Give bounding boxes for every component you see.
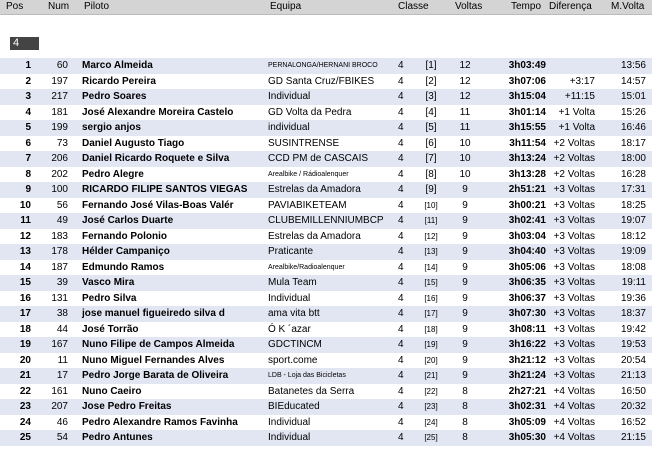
cell-diferenca: +2 Voltas	[553, 137, 595, 149]
table-row	[0, 260, 652, 276]
cell-rank: [23]	[424, 402, 438, 411]
cell-pos: 2	[25, 75, 31, 87]
cell-piloto: Fernando José Vilas-Boas Valér	[82, 199, 234, 211]
cell-diferenca: +1 Volta	[558, 122, 595, 133]
cell-rank: [16]	[424, 293, 438, 303]
cell-pos: 8	[25, 168, 31, 180]
cell-piloto: RICARDO FILIPE SANTOS VIEGAS	[82, 184, 248, 195]
cell-diferenca: +11:15	[564, 91, 595, 102]
cell-equipa: SUSINTRENSE	[268, 137, 340, 149]
cell-equipa: Individual	[268, 91, 311, 102]
cell-tempo: 3h15:04	[508, 91, 546, 102]
header-pos: Pos	[6, 1, 24, 12]
cell-voltas: 9	[462, 323, 468, 335]
cell-piloto: Nuno Miguel Fernandes Alves	[82, 354, 225, 366]
cell-diferenca: +3 Voltas	[553, 292, 595, 304]
cell-pos: 18	[19, 323, 31, 335]
cell-mvolta: 16:28	[620, 168, 646, 180]
cell-tempo: 3h01:14	[508, 106, 546, 118]
cell-equipa: Estrelas da Amadora	[268, 230, 361, 242]
cell-diferenca: +3 Voltas	[553, 323, 595, 335]
cell-num: 11	[57, 354, 68, 366]
cell-classe: 4	[398, 385, 404, 397]
cell-tempo: 3h21:12	[508, 354, 546, 366]
cell-voltas: 9	[462, 370, 468, 381]
cell-classe: 4	[398, 199, 404, 211]
cell-voltas: 9	[462, 230, 468, 242]
cell-voltas: 9	[462, 277, 468, 288]
cell-piloto: Daniel Augusto Tiago	[82, 137, 185, 149]
cell-piloto: José Torrão	[82, 323, 139, 335]
cell-classe: 4	[398, 168, 404, 180]
cell-diferenca: +3 Voltas	[553, 308, 595, 319]
cell-piloto: José Carlos Duarte	[82, 215, 174, 226]
cell-rank: [21]	[424, 371, 438, 380]
cell-classe: 4	[398, 122, 404, 133]
cell-pos: 6	[25, 137, 31, 149]
cell-mvolta: 19:11	[621, 277, 646, 288]
cell-diferenca: +3 Voltas	[553, 370, 595, 381]
cell-piloto: Fernando Polonio	[82, 230, 167, 242]
cell-rank: [24]	[424, 417, 438, 427]
cell-rank: [18]	[424, 324, 438, 334]
cell-tempo: 3h06:35	[508, 277, 546, 288]
cell-rank: [10]	[424, 200, 438, 210]
cell-tempo: 3h21:24	[508, 370, 546, 381]
cell-equipa: Individual	[268, 432, 311, 443]
cell-tempo: 3h03:49	[508, 60, 546, 71]
cell-num: 44	[56, 323, 68, 335]
cell-mvolta: 18:37	[620, 308, 646, 319]
cell-mvolta: 17:31	[620, 184, 646, 195]
cell-voltas: 8	[462, 416, 468, 428]
header-equipa: Equipa	[270, 1, 302, 12]
cell-piloto: Hélder Campaniço	[82, 246, 170, 257]
cell-equipa: CCD PM de CASCAIS	[268, 153, 369, 164]
cell-num: 206	[51, 153, 68, 164]
cell-voltas: 9	[462, 215, 468, 226]
cell-pos: 23	[19, 401, 31, 412]
table-row	[0, 74, 652, 90]
cell-voltas: 8	[462, 401, 468, 412]
cell-pos: 24	[19, 416, 31, 428]
cell-rank: [9]	[425, 184, 437, 195]
cell-mvolta: 20:32	[620, 401, 646, 412]
cell-equipa: Batanetes da Serra	[268, 385, 355, 397]
cell-num: 202	[51, 168, 68, 180]
cell-piloto: Nuno Caeiro	[82, 385, 142, 397]
cell-diferenca: +4 Voltas	[553, 385, 595, 397]
cell-diferenca: +3 Voltas	[553, 277, 595, 288]
cell-equipa: Individual	[268, 416, 311, 428]
class-group-label: 4	[10, 37, 39, 50]
table-row	[0, 430, 652, 446]
cell-equipa: PERNALONGA/HERNANI BROCO	[268, 62, 378, 69]
cell-pos: 21	[19, 370, 31, 381]
cell-classe: 4	[398, 370, 404, 381]
table-row	[0, 353, 652, 369]
cell-voltas: 12	[459, 91, 471, 102]
cell-rank: [12]	[424, 231, 438, 241]
table-row	[0, 213, 652, 229]
cell-diferenca: +3 Voltas	[553, 199, 595, 211]
cell-num: 60	[56, 60, 68, 71]
cell-classe: 4	[398, 308, 404, 319]
cell-tempo: 3h06:37	[508, 292, 546, 304]
cell-rank: [6]	[425, 137, 437, 149]
cell-num: 187	[51, 261, 68, 273]
cell-rank: [25]	[424, 433, 438, 442]
cell-mvolta: 13:56	[620, 60, 646, 71]
cell-tempo: 3h11:54	[509, 137, 546, 149]
cell-tempo: 3h05:30	[508, 432, 546, 443]
cell-rank: [20]	[424, 355, 438, 365]
cell-pos: 4	[25, 106, 31, 118]
cell-piloto: Jose Pedro Freitas	[82, 401, 172, 412]
table-row	[0, 58, 652, 74]
cell-mvolta: 14:57	[620, 75, 646, 87]
cell-rank: [19]	[424, 340, 438, 349]
cell-diferenca: +3 Voltas	[553, 215, 595, 226]
cell-equipa: Arealbike/Radioalenquer	[268, 263, 345, 271]
cell-mvolta: 19:07	[620, 215, 646, 226]
cell-rank: [7]	[425, 153, 437, 164]
cell-classe: 4	[398, 277, 404, 288]
cell-tempo: 3h13:28	[508, 168, 546, 180]
cell-equipa: GD Volta da Pedra	[268, 106, 352, 118]
cell-classe: 4	[398, 106, 404, 118]
cell-voltas: 9	[462, 184, 468, 195]
cell-piloto: Pedro Antunes	[82, 432, 153, 443]
cell-voltas: 9	[462, 354, 468, 366]
cell-classe: 4	[398, 215, 404, 226]
table-header	[0, 0, 652, 15]
cell-rank: [13]	[424, 247, 438, 256]
cell-equipa: LDB - Loja das Bicicletas	[268, 372, 346, 379]
cell-tempo: 3h03:04	[508, 230, 546, 242]
table-row	[0, 306, 652, 322]
table-row	[0, 415, 652, 431]
table-row	[0, 182, 652, 198]
cell-tempo: 3h16:22	[508, 339, 546, 350]
cell-voltas: 11	[459, 106, 471, 118]
cell-classe: 4	[398, 184, 404, 195]
cell-mvolta: 15:26	[620, 106, 646, 118]
cell-rank: [8]	[425, 168, 437, 180]
cell-piloto: Marco Almeida	[82, 60, 153, 71]
cell-classe: 4	[398, 60, 404, 71]
cell-rank: [22]	[424, 386, 438, 396]
cell-voltas: 12	[459, 60, 471, 71]
table-row	[0, 275, 652, 291]
cell-tempo: 3h15:55	[508, 122, 546, 133]
cell-num: 217	[51, 91, 68, 102]
cell-piloto: Ricardo Pereira	[82, 75, 156, 87]
cell-rank: [14]	[424, 262, 438, 272]
cell-pos: 17	[19, 308, 31, 319]
cell-mvolta: 19:36	[620, 292, 646, 304]
cell-piloto: José Alexandre Moreira Castelo	[82, 106, 234, 118]
cell-tempo: 2h51:21	[508, 184, 546, 195]
cell-voltas: 8	[462, 385, 468, 397]
cell-num: 73	[56, 137, 68, 149]
cell-pos: 15	[19, 277, 31, 288]
cell-equipa: Praticante	[268, 246, 314, 257]
cell-mvolta: 16:46	[620, 122, 646, 133]
cell-voltas: 9	[462, 199, 468, 211]
header-num: Num	[48, 1, 70, 12]
cell-equipa: BIEducated	[268, 401, 320, 412]
cell-mvolta: 21:15	[620, 432, 646, 443]
cell-num: 56	[56, 199, 68, 211]
cell-mvolta: 19:09	[620, 246, 646, 257]
cell-voltas: 9	[462, 339, 468, 350]
cell-piloto: Pedro Soares	[82, 91, 147, 102]
cell-tempo: 3h08:11	[509, 323, 546, 335]
cell-classe: 4	[398, 137, 404, 149]
cell-equipa: Estrelas da Amadora	[268, 184, 361, 195]
cell-equipa: CLUBEMILLENNIUMBCP	[268, 215, 384, 226]
table-row	[0, 384, 652, 400]
cell-mvolta: 18:12	[620, 230, 646, 242]
cell-classe: 4	[398, 339, 404, 350]
cell-classe: 4	[398, 230, 404, 242]
cell-piloto: Daniel Ricardo Roquete e Silva	[82, 153, 230, 164]
cell-pos: 9	[25, 184, 31, 195]
cell-voltas: 9	[462, 246, 468, 257]
cell-piloto: Pedro Alegre	[82, 168, 144, 180]
cell-mvolta: 16:52	[620, 416, 646, 428]
header-mvolta: M.Volta	[611, 1, 645, 12]
cell-piloto: Pedro Jorge Barata de Oliveira	[82, 370, 229, 381]
cell-num: 100	[51, 184, 68, 195]
cell-mvolta: 18:25	[620, 199, 646, 211]
cell-equipa: individual	[268, 122, 310, 133]
cell-num: 199	[51, 122, 68, 133]
cell-piloto: Nuno Filipe de Campos Almeida	[82, 339, 235, 350]
cell-diferenca: +3 Voltas	[553, 261, 595, 273]
cell-voltas: 11	[459, 122, 471, 133]
cell-equipa: Individual	[268, 292, 311, 304]
cell-tempo: 3h05:06	[508, 261, 546, 273]
cell-tempo: 3h07:30	[508, 308, 546, 319]
cell-pos: 3	[25, 91, 31, 102]
cell-voltas: 9	[462, 261, 468, 273]
cell-pos: 19	[19, 339, 31, 350]
header-classe: Classe	[398, 1, 429, 12]
cell-diferenca: +3 Voltas	[553, 354, 595, 366]
cell-rank: [4]	[425, 106, 437, 118]
cell-num: 49	[56, 215, 68, 226]
cell-equipa: Arealbike / Rádioalenquer	[268, 170, 349, 178]
cell-rank: [17]	[424, 309, 438, 318]
results-table-body	[0, 58, 652, 446]
cell-diferenca: +3 Voltas	[553, 184, 595, 195]
cell-pos: 25	[19, 432, 31, 443]
table-row	[0, 89, 652, 105]
table-row	[0, 229, 652, 245]
cell-pos: 12	[19, 230, 31, 242]
cell-num: 207	[51, 401, 68, 412]
header-diferenca: Diferença	[549, 1, 592, 12]
cell-pos: 5	[25, 122, 31, 133]
table-row	[0, 120, 652, 136]
cell-num: 183	[51, 230, 68, 242]
cell-pos: 1	[25, 60, 31, 71]
cell-mvolta: 16:50	[620, 385, 646, 397]
cell-tempo: 3h04:40	[508, 246, 546, 257]
cell-voltas: 12	[459, 75, 471, 87]
cell-tempo: 3h05:09	[508, 416, 546, 428]
cell-mvolta: 15:01	[620, 91, 646, 102]
cell-tempo: 3h07:06	[508, 75, 546, 87]
cell-equipa: sport.come	[268, 354, 318, 366]
cell-mvolta: 18:08	[620, 261, 646, 273]
cell-diferenca: +2 Voltas	[553, 168, 595, 180]
cell-pos: 14	[19, 261, 31, 273]
table-row	[0, 368, 652, 384]
cell-classe: 4	[398, 416, 404, 428]
cell-pos: 11	[20, 215, 31, 226]
table-row	[0, 244, 652, 260]
cell-equipa: GD Santa Cruz/FBIKES	[268, 75, 375, 87]
cell-diferenca: +3:17	[569, 75, 595, 87]
cell-equipa: Ó K ´azar	[268, 323, 311, 335]
cell-classe: 4	[398, 246, 404, 257]
cell-diferenca: +3 Voltas	[553, 339, 595, 350]
cell-rank: [2]	[425, 75, 437, 87]
cell-classe: 4	[398, 432, 404, 443]
cell-num: 17	[56, 370, 68, 381]
cell-voltas: 10	[459, 168, 471, 180]
cell-diferenca: +3 Voltas	[553, 246, 595, 257]
header-piloto: Piloto	[84, 1, 110, 12]
cell-mvolta: 19:53	[620, 339, 646, 350]
cell-classe: 4	[398, 153, 404, 164]
cell-diferenca: +2 Voltas	[553, 153, 595, 164]
header-tempo: Tempo	[511, 1, 542, 12]
table-row	[0, 198, 652, 214]
cell-piloto: sergio anjos	[82, 122, 141, 133]
cell-pos: 10	[19, 199, 31, 211]
cell-diferenca: +4 Voltas	[553, 416, 595, 428]
cell-rank: [3]	[425, 91, 437, 102]
cell-num: 46	[56, 416, 68, 428]
table-row	[0, 291, 652, 307]
cell-pos: 13	[19, 246, 31, 257]
cell-num: 197	[51, 75, 68, 87]
cell-num: 181	[51, 106, 68, 118]
cell-diferenca: +4 Voltas	[553, 401, 595, 412]
cell-rank: [5]	[425, 122, 437, 133]
cell-mvolta: 19:42	[620, 323, 646, 335]
cell-num: 39	[56, 277, 68, 288]
cell-piloto: Pedro Silva	[82, 292, 137, 304]
table-row	[0, 151, 652, 167]
table-row	[0, 136, 652, 152]
cell-mvolta: 21:13	[620, 370, 646, 381]
cell-classe: 4	[398, 292, 404, 304]
table-row	[0, 167, 652, 183]
cell-num: 54	[56, 432, 68, 443]
cell-num: 161	[51, 385, 68, 397]
cell-tempo: 3h02:41	[508, 215, 546, 226]
cell-rank: [11]	[424, 216, 438, 225]
cell-voltas: 10	[459, 153, 471, 164]
table-row	[0, 322, 652, 338]
table-row	[0, 337, 652, 353]
cell-diferenca: +3 Voltas	[553, 230, 595, 242]
cell-voltas: 9	[462, 308, 468, 319]
cell-classe: 4	[398, 75, 404, 87]
cell-diferenca: +4 Voltas	[553, 432, 595, 443]
cell-pos: 7	[25, 153, 31, 164]
cell-classe: 4	[398, 323, 404, 335]
cell-voltas: 8	[462, 432, 468, 443]
cell-tempo: 3h13:24	[508, 153, 546, 164]
header-voltas: Voltas	[455, 1, 483, 12]
cell-classe: 4	[398, 261, 404, 273]
cell-pos: 20	[19, 354, 31, 366]
cell-diferenca: +1 Volta	[558, 106, 595, 118]
cell-num: 167	[51, 339, 68, 350]
cell-pos: 22	[19, 385, 31, 397]
cell-equipa: GDCTINCM	[268, 339, 322, 350]
table-row	[0, 105, 652, 121]
cell-piloto: Vasco Mira	[82, 277, 135, 288]
cell-equipa: PAVIABIKETEAM	[268, 199, 347, 211]
cell-equipa: Mula Team	[268, 277, 317, 288]
cell-tempo: 2h27:21	[508, 385, 546, 397]
cell-rank: [15]	[424, 278, 438, 287]
cell-mvolta: 20:54	[620, 354, 646, 366]
cell-equipa: ama vita btt	[268, 308, 320, 319]
cell-piloto: Edmundo Ramos	[82, 261, 165, 273]
cell-voltas: 10	[459, 137, 471, 149]
cell-classe: 4	[398, 401, 404, 412]
cell-classe: 4	[398, 354, 404, 366]
cell-mvolta: 18:17	[620, 137, 646, 149]
cell-num: 178	[51, 246, 68, 257]
cell-tempo: 3h00:21	[508, 199, 546, 211]
cell-rank: [1]	[425, 60, 437, 71]
cell-num: 38	[56, 308, 68, 319]
cell-tempo: 3h02:31	[508, 401, 546, 412]
cell-voltas: 9	[462, 292, 468, 304]
cell-piloto: jose manuel figueiredo silva d	[82, 308, 225, 319]
table-row	[0, 399, 652, 415]
cell-num: 131	[51, 292, 68, 304]
cell-classe: 4	[398, 91, 404, 102]
cell-pos: 16	[19, 292, 31, 304]
cell-mvolta: 18:00	[620, 153, 646, 164]
cell-piloto: Pedro Alexandre Ramos Favinha	[82, 416, 238, 428]
